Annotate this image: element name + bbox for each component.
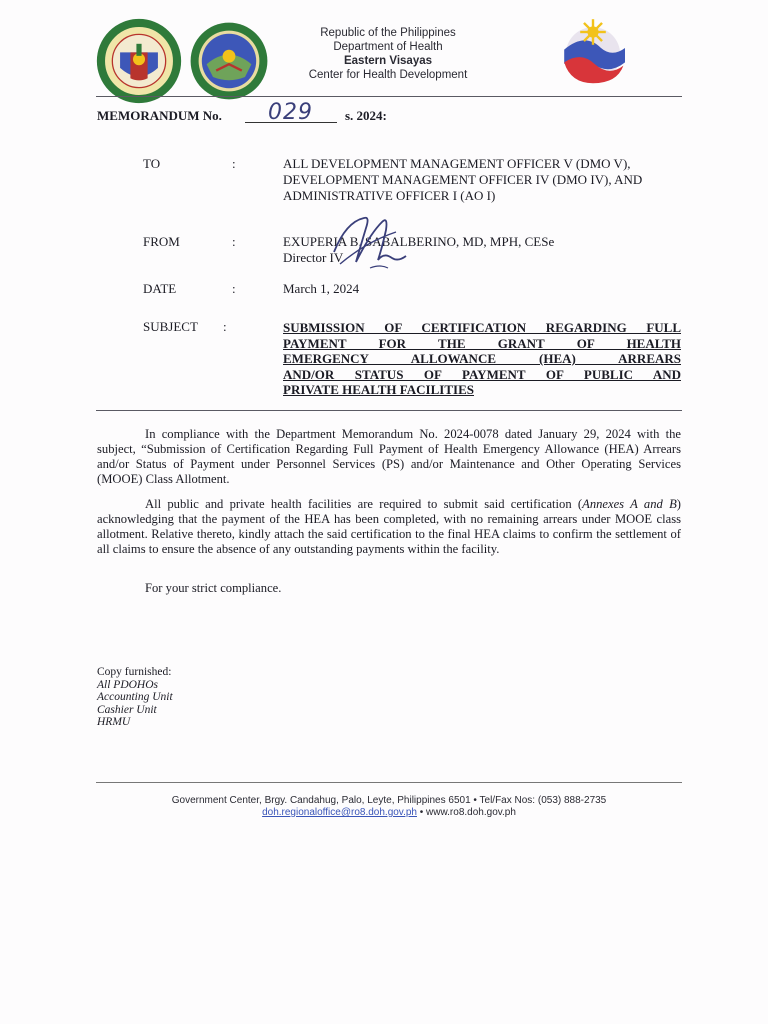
- date-colon: :: [232, 281, 236, 296]
- from-name: EXUPERIA B. SABALBERINO, MD, MPH, CESe: [283, 234, 555, 249]
- letterhead-department: Department of Health: [333, 41, 443, 53]
- footer-divider: [96, 782, 682, 783]
- signature: [326, 212, 412, 274]
- subject-value: [283, 320, 681, 398]
- subject-line: AND/OR STATUS OF PAYMENT OF PUBLIC AND: [283, 366, 681, 382]
- body-paragraph-2-text: All public and private health facilities are required to submit said certification (: [145, 497, 583, 511]
- copy-furnished-item: Accounting Unit: [97, 691, 173, 703]
- date-label: DATE: [143, 281, 177, 296]
- copy-furnished-item: All PDOHOs: [97, 678, 159, 691]
- bagong-pilipinas-logo: [552, 16, 634, 88]
- copy-furnished-label: Copy furnished:: [97, 666, 172, 678]
- letterhead-region: Eastern Visayas: [343, 55, 433, 67]
- body-paragraph-1-text: In compliance with the Department Memorandum No. 2024-0078 dated January 29, 2024 with the subject, “Submission of Certification Regarding Full Payment of Health Emergency Allowance (HEA) Arrears and/or Status of Payment under Personnel Services (PS) and/or Maintenance and Other Operating Services (MOOE) Class Allotment.: [97, 427, 681, 486]
- letterhead-center: Center for Health Development: [308, 69, 468, 81]
- memo-prefix: MEMORANDUM No.: [97, 108, 222, 123]
- subject-label: SUBJECT: [143, 319, 198, 334]
- footer-contact: [96, 807, 682, 819]
- copy-furnished: [97, 666, 173, 729]
- from-colon: :: [232, 234, 236, 249]
- letterhead-country: Republic of the Philippines: [320, 27, 456, 39]
- subject-colon: :: [223, 319, 227, 334]
- to-colon: :: [232, 156, 236, 171]
- footer-email-link[interactable]: doh.regionaloffice@ro8.doh.gov.ph: [262, 807, 417, 818]
- closing-text: For your strict compliance.: [145, 581, 282, 595]
- footer-website: • www.ro8.doh.gov.ph: [416, 807, 516, 818]
- copy-furnished-item: Cashier Unit: [97, 703, 157, 716]
- subject-line: PAYMENT FOR THE GRANT OF HEALTH: [283, 335, 681, 351]
- body-paragraph-1: [97, 427, 681, 487]
- memo-number: 029: [268, 100, 313, 125]
- body-paragraph-2-text-cont: ) acknowledging that the payment of the HEA has been completed, with no remaining arrears under MOOE class allotment. Relative thereto, kindly attach the said certification to the final HEA claims to confirm the settlement of all claims to ensure the absence of any outstanding payments within the facility.: [97, 497, 681, 556]
- subject-line: PRIVATE HEALTH FACILITIES: [283, 382, 474, 397]
- eastern-visayas-seal-logo: [189, 20, 269, 102]
- doh-seal-logo: [96, 18, 182, 104]
- subject-line: EMERGENCY ALLOWANCE (HEA) ARREARS: [283, 351, 681, 366]
- to-value: ALL DEVELOPMENT MANAGEMENT OFFICER V (DMO V), DEVELOPMENT MANAGEMENT OFFICER IV (DMO IV), AND ADMINISTRATIVE OFFICER I (AO I): [283, 156, 643, 203]
- body-paragraph-2: [97, 497, 681, 557]
- subject-divider: [96, 410, 682, 411]
- subject-line: SUBMISSION OF CERTIFICATION REGARDING FULL: [283, 320, 681, 335]
- to-label: TO: [143, 156, 161, 171]
- footer-address: Government Center, Brgy. Candahug, Palo, Leyte, Philippines 6501 • Tel/Fax Nos: (053) 888-2735: [171, 795, 607, 806]
- from-label: FROM: [143, 234, 180, 249]
- from-title: Director IV: [283, 250, 344, 265]
- annexes-reference: Annexes A and B: [582, 497, 677, 511]
- footer: [96, 795, 682, 819]
- date-value: March 1, 2024: [283, 281, 360, 296]
- copy-furnished-item: HRMU: [97, 716, 131, 728]
- header-divider: [96, 96, 682, 97]
- body-paragraph-3: [97, 581, 681, 596]
- memo-series: s. 2024:: [345, 108, 387, 123]
- letterhead: [268, 26, 508, 82]
